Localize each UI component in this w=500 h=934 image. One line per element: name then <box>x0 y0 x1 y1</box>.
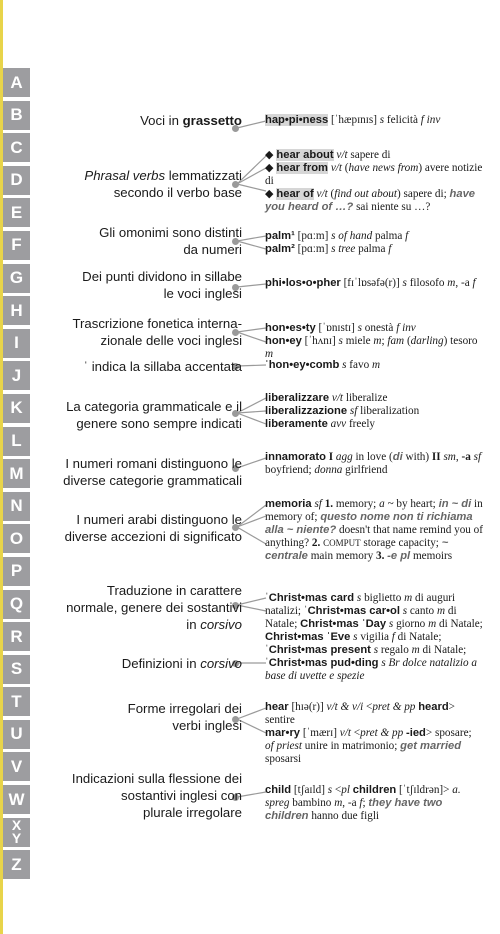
tab-y-letter: Y <box>11 830 22 847</box>
feature-label: La categoria grammaticale e il genere sono sempre indicati <box>66 399 242 431</box>
dictionary-entry: memoria sf 1. memory; a ~ by heart; in ~ di in memory of; questo nome non ti richiama alla ~ niente? doesn't that name remind you of anything? 2. COMPUT storage capacity; ~ centrale main memory 3. -e pl memoirs <box>265 498 484 562</box>
tab-q[interactable]: Q <box>3 590 30 619</box>
tab-r[interactable]: R <box>3 622 30 651</box>
tab-s[interactable]: S <box>3 655 30 684</box>
dictionary-entry: hon•es•ty [ˈɒnɪstɪ] s onestà f inv hon•ey [ˈhʌnɪ] s miele m; fam (darling) tesoro m <box>265 322 478 360</box>
tab-p[interactable]: P <box>3 557 30 586</box>
feature-label: I numeri romani distinguono le diverse categorie grammaticali <box>63 456 242 488</box>
tab-e[interactable]: E <box>3 198 30 227</box>
tab-k[interactable]: K <box>3 394 30 423</box>
dictionary-entry: phi•los•o•pher [fɪˈlɒsəfə(r)] s filosofo m, -a f <box>265 277 476 289</box>
dictionary-entry: ˈChrist•mas card s biglietto m di auguri natalizi; ˈChrist•mas car•ol s canto m di Natale; Christ•mas ˈDay s giorno m di Natale; Christ•mas ˈEve s vigilia f di Natale; ˈChrist•mas present s regalo m di Natale; ˈChrist•mas pud•ding s Br dolce natalizio a base di uvette e spezie <box>265 592 483 682</box>
tab-b[interactable]: B <box>3 101 30 130</box>
tab-o[interactable]: O <box>3 524 30 553</box>
feature-label: Trascrizione fonetica interna- zionale delle voci inglesi <box>72 316 242 348</box>
tab-d[interactable]: D <box>3 166 30 195</box>
dictionary-entry: ˈhon•ey•comb s favo m <box>265 359 381 371</box>
tab-j[interactable]: J <box>3 361 30 390</box>
dictionary-entry: ◆ hear about v/t sapere di ◆ hear from v/t (have news from) avere notizie di ◆ hear of v/t (find out about) sapere di; have you heard of …? sai niente su …? <box>265 149 483 213</box>
feature-label: Indicazioni sulla flessione dei sostantivi inglesi con plurale irregolare <box>71 771 242 820</box>
tab-z[interactable]: Z <box>3 850 30 879</box>
tab-v[interactable]: V <box>3 752 30 781</box>
tab-u[interactable]: U <box>3 720 30 749</box>
tab-g[interactable]: G <box>3 264 30 293</box>
dictionary-entry: innamorato I agg in love (di with) II sm, -a sf boyfriend; donna girlfriend <box>265 451 482 476</box>
feature-label: Voci in grassetto <box>140 113 242 128</box>
dictionary-entry: child [tʃaɪld] s <pl children [ˈtʃɪldrən]> a. spreg bambino m, -a f; they have two children hanno due figli <box>265 784 461 822</box>
feature-label: Traduzione in carattere normale, genere dei sostantivi in corsivo <box>66 583 242 632</box>
tab-h[interactable]: H <box>3 296 30 325</box>
tab-c[interactable]: C <box>3 133 30 162</box>
tab-m[interactable]: M <box>3 459 30 488</box>
dictionary-entry: liberalizzare v/t liberalize liberalizzazione sf liberalization liberamente avv freely <box>265 392 420 430</box>
feature-label: Definizioni in corsivo <box>121 656 242 671</box>
feature-label: Phrasal verbs lemmatizzati secondo il verbo base <box>84 168 242 200</box>
dictionary-entry: hap•pi•ness [ˈhæpɪnɪs] s felicità f inv <box>265 114 441 126</box>
feature-label: Forme irregolari dei verbi inglesi <box>127 701 242 733</box>
tab-l[interactable]: L <box>3 427 30 456</box>
feature-label: Gli omonimi sono distinti da numeri <box>99 225 242 257</box>
tab-a[interactable]: A <box>3 68 30 97</box>
feature-label: I numeri arabi distinguono le diverse accezioni di significato <box>64 512 242 544</box>
alphabet-index <box>3 68 30 883</box>
dictionary-entry: palm¹ [pɑːm] s of hand palma f palm² [pɑːm] s tree palma f <box>265 230 409 255</box>
tab-f[interactable]: F <box>3 231 30 260</box>
feature-label: ˈ indica la sillaba accentata <box>83 359 242 374</box>
tab-xy[interactable] <box>3 818 30 847</box>
tab-x-letter: X <box>11 817 22 834</box>
dictionary-entry: hear [hɪə(r)] v/t & v/i <pret & pp heard> sentire mar•ry [ˈmærɪ] v/t <pret & pp -ied> sposare; of priest unire in matrimonio; get married sposarsi <box>265 701 472 765</box>
feature-label: Dei punti dividono in sillabe le voci inglesi <box>82 269 242 301</box>
tab-t[interactable]: T <box>3 687 30 716</box>
tab-w[interactable]: W <box>3 785 30 814</box>
tab-n[interactable]: N <box>3 492 30 521</box>
tab-i[interactable]: I <box>3 329 30 358</box>
